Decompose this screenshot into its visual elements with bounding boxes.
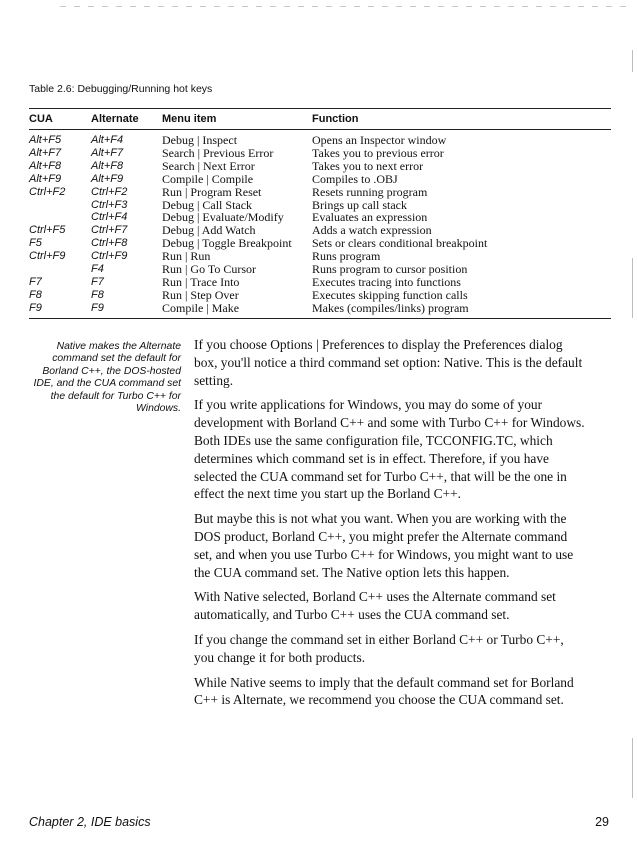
top-scan-rule [60, 6, 630, 7]
cua-key-cell: F5 [29, 237, 42, 250]
alternate-key-cell: F7 [91, 275, 104, 288]
header-menu-item: Menu item [162, 109, 312, 130]
menu-item-cell: Search | Next Error [162, 158, 255, 173]
menu-item-cell: Debug | Inspect [162, 133, 238, 147]
paragraph: But maybe this is not what you want. When you are working with the DOS product, Borland C++, you might prefer the Alternate command set, and when you use Turbo C++ for Windows, you might want to use the CUA command set. The Native option lets this happen. [194, 511, 574, 580]
alternate-key-cell: Ctrl+F8 [91, 237, 128, 250]
function-cell: Executes skipping function calls [312, 287, 468, 302]
cua-key-cell: Alt+F7 [29, 146, 62, 159]
alternate-key-cell: Alt+F4 [91, 134, 124, 146]
menu-item-cell: Run | Program Reset [162, 184, 262, 199]
body-text [194, 336, 586, 716]
table-row [29, 289, 611, 302]
alternate-key-cell: F4 [91, 263, 104, 276]
alternate-key-cell: Ctrl+F9 [91, 250, 128, 263]
menu-item-cell: Run | Go To Cursor [162, 262, 257, 277]
table-row [29, 186, 611, 199]
menu-item-cell: Search | Previous Error [162, 145, 274, 160]
margin-note: Native makes the Alternate command set the default for Borland C++, the DOS-hosted IDE, and the CUA command set the default for Turbo C++ for Windows. [33, 341, 181, 415]
function-cell: Sets or clears conditional breakpoint [312, 236, 488, 251]
function-cell: Runs program to cursor position [312, 262, 468, 277]
alternate-key-cell: Alt+F8 [91, 159, 124, 172]
table-row [29, 302, 611, 318]
function-cell: Executes tracing into functions [312, 274, 461, 289]
menu-item-cell: Debug | Toggle Breakpoint [162, 236, 292, 251]
table-body [29, 130, 611, 319]
cua-key-cell: F9 [29, 302, 91, 318]
alternate-key-cell: Ctrl+F4 [91, 211, 128, 224]
right-edge-mark [632, 258, 633, 318]
cua-key-cell: Alt+F5 [29, 134, 62, 146]
paragraph: With Native selected, Borland C++ uses the Alternate command set automatically, and Turbo C++ uses the CUA command set. [194, 589, 556, 623]
alternate-key-cell: F8 [91, 288, 104, 301]
hotkeys-table [29, 108, 611, 319]
table-row [29, 276, 611, 289]
paragraph: While Native seems to imply that the default command set for Borland C++ is Alternate, we recommend you choose the CUA command set. [194, 674, 574, 708]
cua-key-cell [29, 211, 91, 224]
cua-key-cell: Alt+F8 [29, 159, 62, 172]
footer-chapter: Chapter 2, IDE basics [29, 815, 151, 829]
paragraph: If you write applications for Windows, you may do some of your development with Borland C++ and some with Turbo C++ for Windows. Both IDEs use the same configuration file, TCCONFIG.TC, which determines which command set is in effect. Therefore, if you have selected the CUA command set for Turbo C++, that will be the one in effect the next time you start up the Borland C++. [194, 397, 585, 502]
right-edge-mark [632, 50, 633, 72]
paragraph: If you change the command set in either Borland C++ or Turbo C++, you change it for both products. [194, 631, 564, 665]
menu-item-cell: Compile | Compile [162, 171, 254, 186]
cua-key-cell: Ctrl+F2 [29, 185, 66, 198]
function-cell: Evaluates an expression [312, 210, 428, 225]
cua-key-cell [29, 263, 91, 276]
menu-item-cell: Debug | Evaluate/Modify [162, 210, 284, 225]
function-cell: Opens an Inspector window [312, 133, 447, 147]
function-cell: Runs program [312, 249, 381, 264]
table-row [29, 173, 611, 186]
cua-key-cell: F7 [29, 275, 42, 288]
alternate-key-cell: Ctrl+F7 [91, 224, 128, 237]
header-cua: CUA [29, 109, 91, 130]
cua-key-cell: Alt+F9 [29, 172, 62, 185]
function-cell: Brings up call stack [312, 197, 407, 212]
cua-key-cell [29, 199, 91, 212]
table-header-row [29, 109, 611, 130]
function-cell: Compiles to .OBJ [312, 171, 398, 186]
menu-item-cell: Compile | Make [162, 302, 312, 318]
page-number: 29 [595, 815, 609, 829]
function-cell: Adds a watch expression [312, 223, 432, 238]
function-cell: Takes you to previous error [312, 145, 444, 160]
function-cell: Resets running program [312, 184, 428, 199]
right-edge-mark [632, 738, 633, 798]
alternate-key-cell: F9 [91, 302, 162, 318]
menu-item-cell: Debug | Add Watch [162, 223, 256, 238]
table-caption: Table 2.6: Debugging/Running hot keys [29, 83, 213, 95]
header-alternate: Alternate [91, 109, 162, 130]
menu-item-cell: Run | Trace Into [162, 274, 240, 289]
cua-key-cell: F8 [29, 288, 42, 301]
paragraph: If you choose Options | Preferences to display the Preferences dialog box, you'll notice a third command set option: Native. This is the default setting. [194, 337, 583, 388]
alternate-key-cell: Alt+F9 [91, 172, 124, 185]
menu-item-cell: Debug | Call Stack [162, 197, 253, 212]
alternate-key-cell: Ctrl+F3 [91, 198, 128, 211]
header-function: Function [312, 109, 611, 130]
function-cell: Takes you to next error [312, 158, 424, 173]
cua-key-cell: Ctrl+F5 [29, 224, 66, 237]
alternate-key-cell: Alt+F7 [91, 146, 124, 159]
menu-item-cell: Run | Step Over [162, 287, 239, 302]
menu-item-cell: Run | Run [162, 249, 211, 264]
cua-key-cell: Ctrl+F9 [29, 250, 66, 263]
table-row [29, 130, 611, 147]
table-row [29, 147, 611, 160]
alternate-key-cell: Ctrl+F2 [91, 185, 128, 198]
table-row [29, 160, 611, 173]
function-cell: Makes (compiles/links) program [312, 302, 611, 318]
